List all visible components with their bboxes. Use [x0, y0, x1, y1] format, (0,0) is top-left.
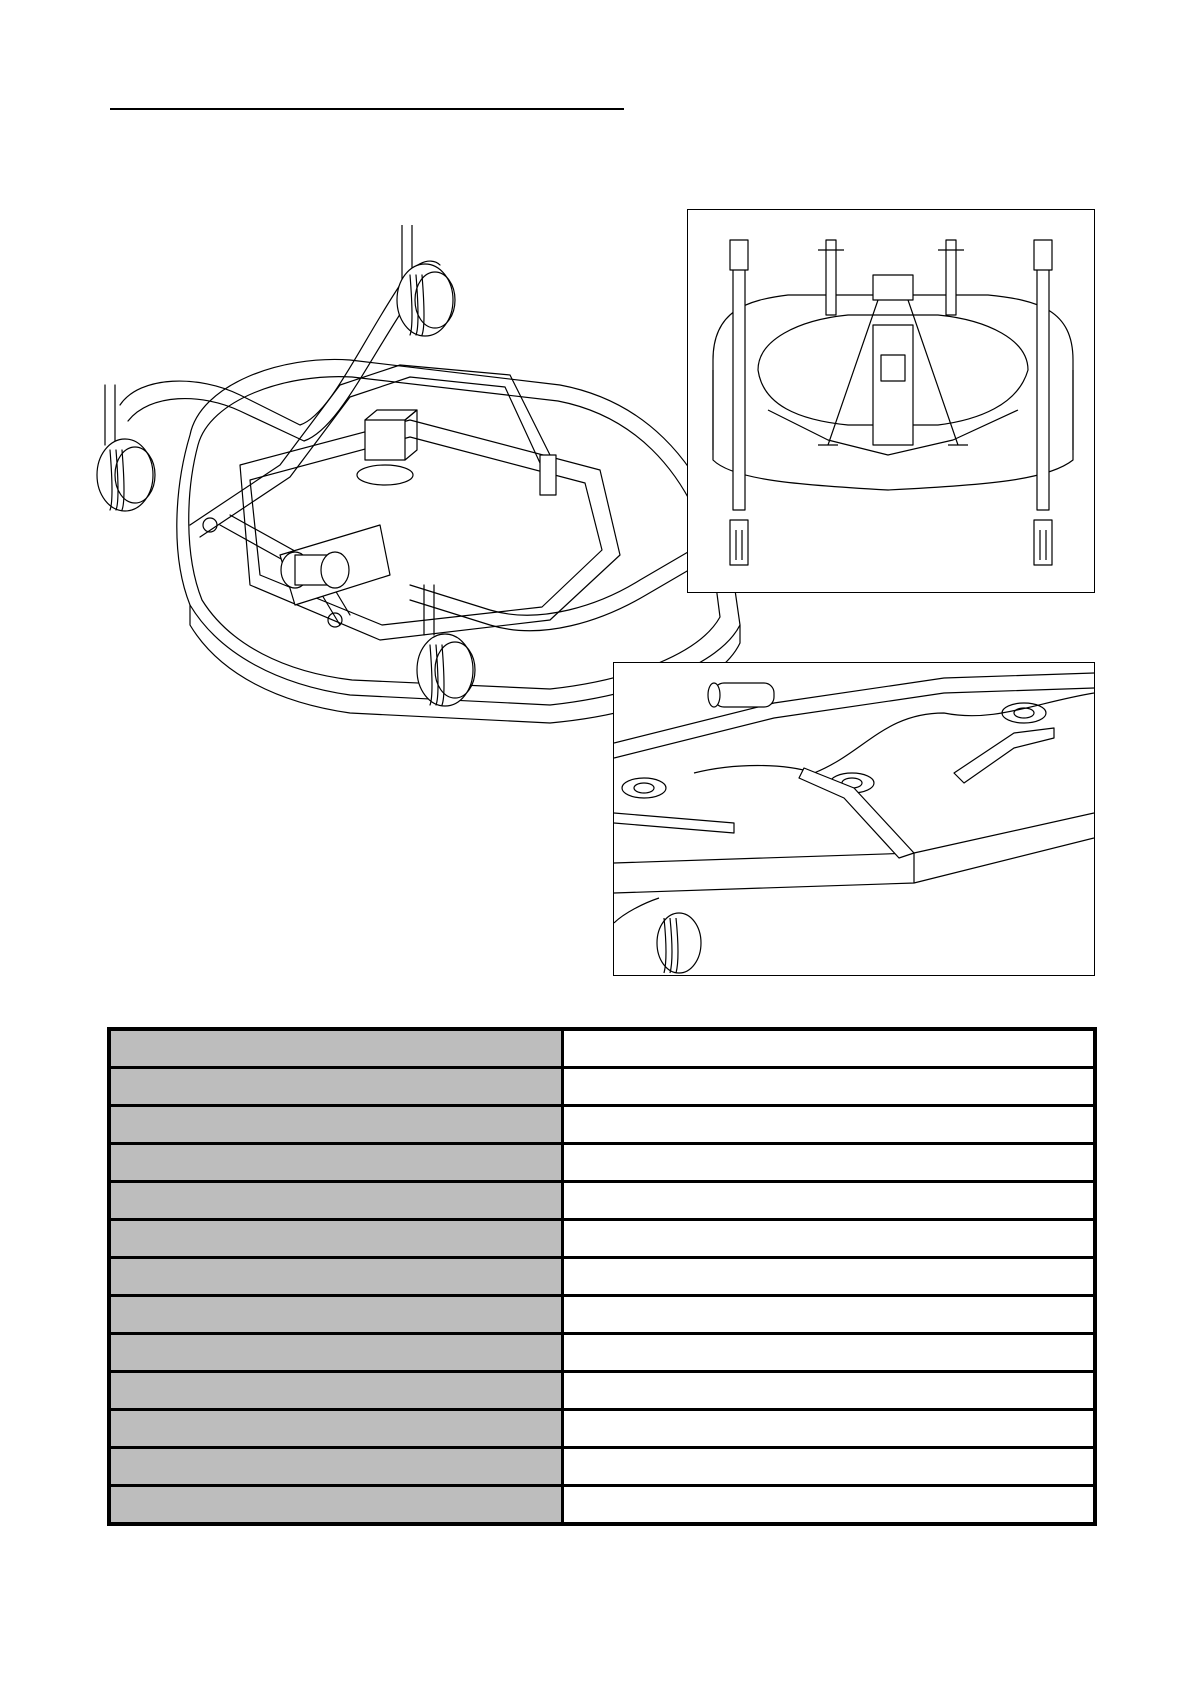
table-row [109, 1486, 1095, 1525]
spec-label-cell [109, 1106, 563, 1144]
table-row [109, 1144, 1095, 1182]
spec-label-cell [109, 1448, 563, 1486]
spec-label-cell [109, 1334, 563, 1372]
spec-value-cell [563, 1068, 1096, 1106]
table-row [109, 1448, 1095, 1486]
table-row [109, 1182, 1095, 1220]
spec-label-cell [109, 1144, 563, 1182]
table-row [109, 1372, 1095, 1410]
top-view-inset [687, 209, 1095, 593]
caster-wheel-rear [397, 225, 455, 336]
spec-value-cell [563, 1410, 1096, 1448]
heading-underline [110, 108, 624, 110]
spec-value-cell [563, 1296, 1096, 1334]
spec-value-cell [563, 1029, 1096, 1068]
spec-label-cell [109, 1486, 563, 1525]
table-row [109, 1410, 1095, 1448]
spec-label-cell [109, 1220, 563, 1258]
spec-value-cell [563, 1182, 1096, 1220]
spec-value-cell [563, 1144, 1096, 1182]
spec-label-cell [109, 1410, 563, 1448]
spec-label-cell [109, 1068, 563, 1106]
spec-value-cell [563, 1486, 1096, 1525]
spec-label-cell [109, 1296, 563, 1334]
specification-table [107, 1027, 1097, 1526]
table-row [109, 1296, 1095, 1334]
table-row [109, 1334, 1095, 1372]
table-row [109, 1068, 1095, 1106]
table-row [109, 1220, 1095, 1258]
spec-label-cell [109, 1029, 563, 1068]
underside-inset [613, 662, 1095, 976]
spec-value-cell [563, 1220, 1096, 1258]
spec-value-cell [563, 1334, 1096, 1372]
spec-label-cell [109, 1258, 563, 1296]
spec-label-cell [109, 1182, 563, 1220]
table-row [109, 1029, 1095, 1068]
table-row [109, 1258, 1095, 1296]
spec-label-cell [109, 1372, 563, 1410]
table-row [109, 1106, 1095, 1144]
spec-value-cell [563, 1258, 1096, 1296]
spec-value-cell [563, 1372, 1096, 1410]
spec-value-cell [563, 1106, 1096, 1144]
spec-value-cell [563, 1448, 1096, 1486]
